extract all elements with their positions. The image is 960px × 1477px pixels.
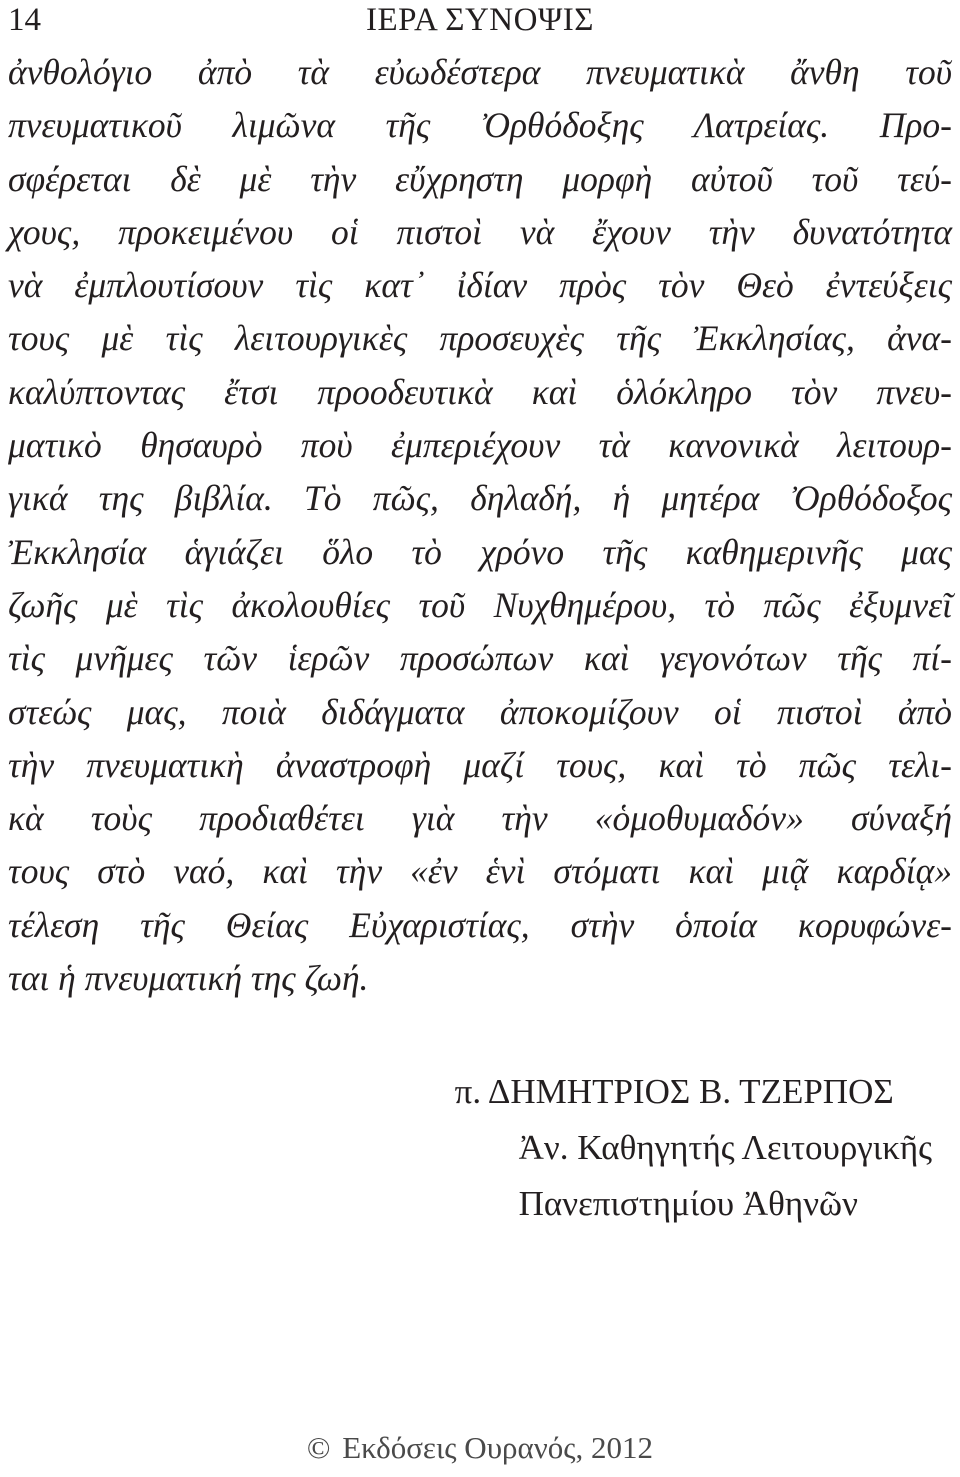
text-line: ται ἡ πνευματική της ζωή. (8, 958, 369, 999)
copyright-notice (0, 1430, 960, 1466)
text-line: τους μὲ τὶς λειτουργικὲς προσευχὲς τῆς Ἐκκλησίας, ἀνα- (8, 318, 952, 359)
text-line: Ἐκκλησία ἁγιάζει ὅλο τὸ χρόνο τῆς καθημερινῆς μας (8, 531, 952, 572)
signature-title: Ἀν. Καθηγητής Λειτουργικῆς (518, 1128, 932, 1167)
text-line: νὰ ἐμπλουτίσουν τὶς κατ᾽ ἰδίαν πρὸς τὸν Θεὸ ἐντεύξεις (8, 265, 952, 306)
body-paragraph (8, 46, 952, 1005)
text-line: στεώς μας, ποιὰ διδάγματα ἀποκομίζουν οἱ πιστοὶ ἀπὸ (8, 691, 952, 732)
signature-block (454, 1064, 932, 1232)
copyright-text: Εκδόσεις Ουρανός, 2012 (342, 1430, 654, 1465)
page-number: 14 (8, 2, 41, 38)
running-title: ΙΕΡΑ ΣΥΝΟΨΙΣ (365, 2, 594, 38)
text-line: κὰ τοὺς προδιαθέτει γιὰ τὴν «ὁμοθυμαδόν» σύναξή (8, 798, 952, 839)
text-line: τους στὸ ναό, καὶ τὴν «ἐν ἑνὶ στόματι καὶ μιᾷ καρδίᾳ» (8, 851, 952, 892)
copyright-icon: © (306, 1430, 331, 1465)
text-line: τέλεση τῆς Θείας Εὐχαριστίας, στὴν ὁποία κορυφώνε- (8, 904, 952, 945)
text-line: γικά της βιβλία. Τὸ πῶς, δηλαδή, ἡ μητέρα Ὀρθόδοξος (8, 478, 952, 519)
text-line: ἀνθολόγιο ἀπὸ τὰ εὐωδέστερα πνευματικὰ ἄνθη τοῦ (8, 52, 952, 92)
text-line: ζωῆς μὲ τὶς ἀκολουθίες τοῦ Νυχθημέρου, τὸ πῶς ἐξυμνεῖ (8, 584, 952, 625)
text-line: ματικὸ θησαυρὸ ποὺ ἐμπεριέχουν τὰ κανονικὰ λειτουρ- (8, 425, 952, 466)
signature-affiliation: Πανεπιστημίου Ἀθηνῶν (518, 1184, 858, 1223)
signature-name: π. ΔΗΜΗΤΡΙΟΣ Β. ΤΖΕΡΠΟΣ (454, 1072, 894, 1111)
text-line: τὶς μνῆμες τῶν ἱερῶν προσώπων καὶ γεγονότων τῆς πί- (8, 638, 952, 679)
text-line: καλύπτοντας ἔτσι προοδευτικὰ καὶ ὁλόκληρο τὸν πνευ- (8, 371, 952, 412)
text-line: σφέρεται δὲ μὲ τὴν εὔχρηστη μορφὴ αὐτοῦ τοῦ τεύ- (8, 158, 952, 199)
text-line: χους, προκειμένου οἱ πιστοὶ νὰ ἔχουν τὴν δυνατότητα (8, 211, 952, 252)
text-line: τὴν πνευματικὴ ἀναστροφὴ μαζί τους, καὶ τὸ πῶς τελι- (8, 744, 952, 785)
text-line: πνευματικοῦ λιμῶνα τῆς Ὀρθόδοξης Λατρείας. Προ- (8, 105, 952, 146)
